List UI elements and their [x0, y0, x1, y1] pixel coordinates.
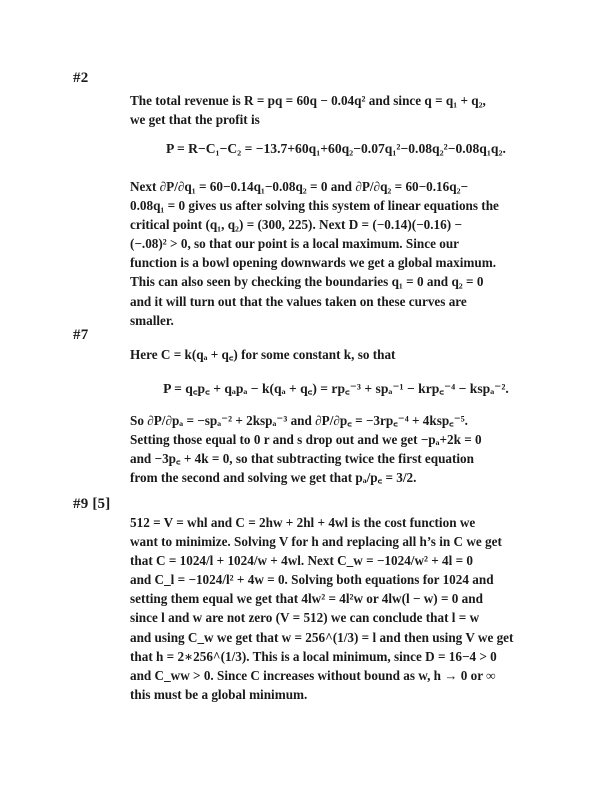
text-line: setting them equal we get that 4lw² = 4l²w or 4lw(l − w) = 0 and [130, 591, 483, 607]
problem-2-body [130, 177, 542, 330]
problem-2-label: #2 [73, 70, 89, 86]
problem-7-intro [130, 345, 542, 364]
text-line: since l and w are not zero (V = 512) we can conclude that l = w [130, 610, 480, 626]
text-line: Setting those equal to 0 r and s drop out and we get −pₐ+2k = 0 [130, 432, 482, 448]
text-line: 0.08q₁ = 0 gives us after solving this system of linear equations the [130, 198, 499, 214]
text-line: that C = 1024/l + 1024/w + 4wl. Next C_w = −1024/w² + 4l = 0 [130, 553, 474, 569]
text-line: 512 = V = whl and C = 2hw + 2hl + 4wl is the cost function we [130, 515, 476, 530]
text-line: and C_l = −1024/l² + 4w = 0. Solving both equations for 1024 and [130, 572, 494, 588]
problem-2-intro [130, 91, 542, 129]
problem-9-body [130, 513, 542, 704]
text-line: Next ∂P/∂q₁ = 60−0.14q₁−0.08q₂ = 0 and ∂P/∂q₂ = 60−0.16q₂− [130, 179, 469, 194]
text-line: This can also seen by checking the boundaries q₁ = 0 and q₂ = 0 [130, 274, 484, 290]
problem-2-profit-equation: P = R−C₁−C₂ = −13.7+60q₁+60q₂−0.07q₁²−0.08q₂²−0.08q₁q₂. [166, 141, 506, 156]
text-line: Here C = k(qₐ + q꜀) for some constant k, so that [130, 347, 396, 362]
text-line: want to minimize. Solving V for h and replacing all h’s in C we get [130, 534, 502, 550]
problem-7-body [130, 411, 542, 487]
text-line: (−.08)² > 0, so that our point is a local maximum. Since our [130, 236, 460, 252]
problem-7-profit-equation: P = q꜀p꜀ + qₐpₐ − k(qₐ + q꜀) = rp꜀⁻³ + spₐ⁻¹ − krp꜀⁻⁴ − kspₐ⁻². [163, 381, 509, 396]
text-line: critical point (q₁, q₂) = (300, 225). Next D = (−0.14)(−0.16) − [130, 217, 462, 233]
text-line: this must be a global minimum. [130, 686, 308, 702]
text-line: and C_ww > 0. Since C increases without bound as w, h → 0 or ∞ [130, 667, 496, 683]
text-line: and −3p꜀ + 4k = 0, so that subtracting twice the first equation [130, 451, 474, 467]
text-line: So ∂P/∂pₐ = −spₐ⁻² + 2kspₐ⁻³ and ∂P/∂p꜀ = −3rp꜀⁻⁴ + 4ksp꜀⁻⁵. [130, 413, 468, 428]
text-line: smaller. [130, 312, 174, 328]
text-line: we get that the profit is [130, 112, 260, 128]
problem-9-label: #9 [5] [73, 496, 111, 512]
text-line: from the second and solving we get that pₐ/p꜀ = 3/2. [130, 470, 417, 486]
problem-7-label: #7 [73, 327, 89, 343]
text-line: and it will turn out that the values taken on these curves are [130, 293, 467, 309]
text-line: that h = 2∗256^(1/3). This is a local minimum, since D = 16−4 > 0 [130, 648, 497, 664]
text-line: The total revenue is R = pq = 60q − 0.04q² and since q = q₁ + q₂, [130, 93, 486, 108]
text-line: function is a bowl opening downwards we get a global maximum. [130, 255, 496, 271]
text-line: and using C_w we get that w = 256^(1/3) = l and then using V we get [130, 629, 514, 645]
